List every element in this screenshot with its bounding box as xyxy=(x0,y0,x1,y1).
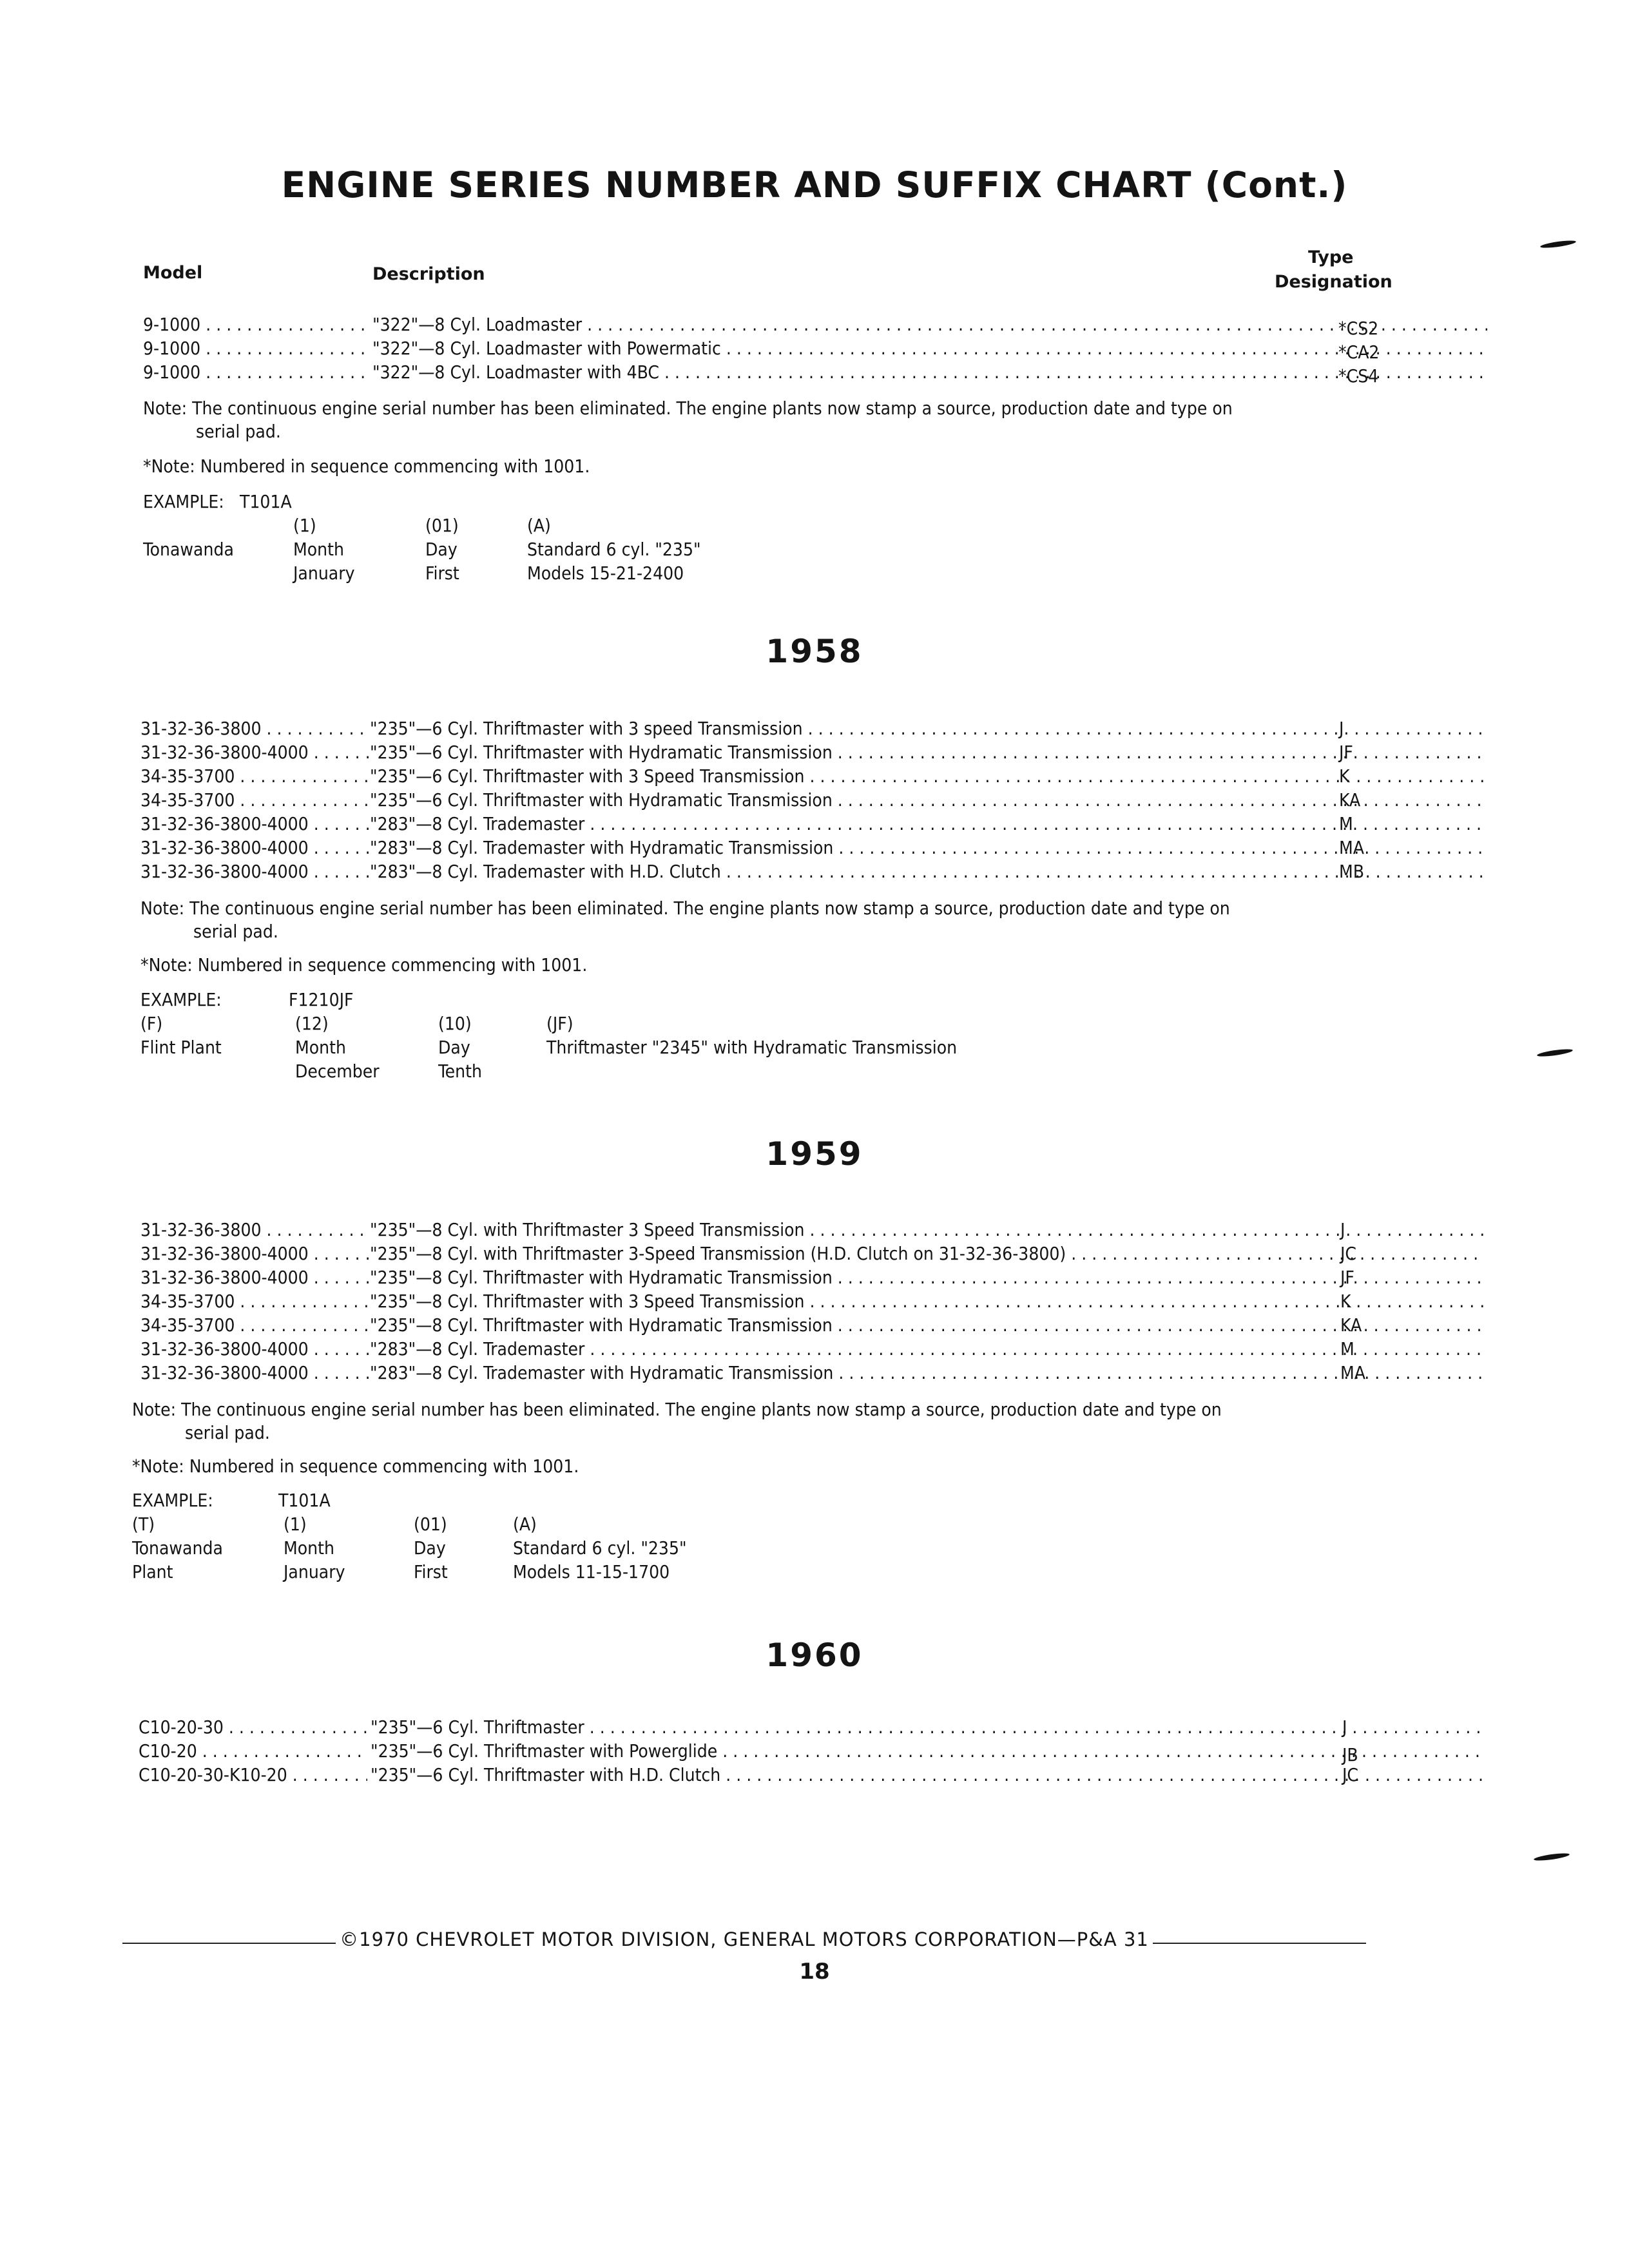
type-code-cell: *CS4 xyxy=(1338,365,1379,387)
description-cell: "283"—8 Cyl. Trademaster with Hydramatic Transmission . . . xyxy=(370,836,1485,860)
footer-rule-left xyxy=(122,1943,336,1944)
description-cell: "235"—8 Cyl. Thriftmaster with Hydramatic Transmission . . . xyxy=(370,1265,1485,1289)
example-cell: Models 15-21-2400 xyxy=(527,562,684,584)
column-header-type: Type xyxy=(1308,247,1354,267)
footer-rule-right xyxy=(1153,1943,1366,1944)
example-cell: First xyxy=(425,562,459,584)
column-header-model: Model xyxy=(143,263,203,283)
note-sequence: *Note: Numbered in sequence commencing with 1001. xyxy=(132,1456,579,1477)
model-cell: 31-32-36-3800-4000 . . . xyxy=(140,740,369,764)
example-cell: (JF) xyxy=(546,1013,574,1034)
type-code-cell: JF xyxy=(1339,742,1353,763)
model-cell: 31-32-36-3800-4000 . . . xyxy=(140,1242,369,1265)
type-code-cell: K xyxy=(1339,765,1350,787)
description-cell: "322"—8 Cyl. Loadmaster with 4BC . . . xyxy=(372,360,1487,384)
note-text-cont: serial pad. xyxy=(185,1422,270,1443)
example-code: F1210JF xyxy=(289,989,354,1010)
model-cell: 9-1000 . . . xyxy=(143,336,372,360)
table-row xyxy=(140,1361,1378,1385)
note-serial xyxy=(140,897,1384,943)
type-code-cell: M xyxy=(1340,1338,1354,1360)
binder-mark xyxy=(1537,1048,1574,1058)
model-cell: 9-1000 . . . xyxy=(143,312,372,336)
example-cell: January xyxy=(284,1561,345,1582)
model-cell: 31-32-36-3800 . . . xyxy=(140,716,369,740)
table-row xyxy=(140,1289,1378,1313)
example-cell: (12) xyxy=(295,1013,329,1034)
example-cell: Month xyxy=(295,1037,346,1058)
model-cell: 31-32-36-3800-4000 . . . xyxy=(140,1337,369,1361)
table-row xyxy=(143,336,1387,363)
type-code-cell: J xyxy=(1339,718,1344,739)
description-cell: "283"—8 Cyl. Trademaster . . . xyxy=(370,1337,1485,1361)
description-cell: "283"—8 Cyl. Trademaster with H.D. Clutch . . . xyxy=(370,860,1485,883)
example-cell: Month xyxy=(293,539,344,560)
example-cell: (01) xyxy=(414,1514,447,1535)
example-cell: (1) xyxy=(293,515,316,536)
table-row xyxy=(143,312,1387,339)
copyright-text: ©1970 CHEVROLET MOTOR DIVISION, GENERAL MOTORS CORPORATION—P&A 31 xyxy=(340,1928,1149,1950)
type-code-cell: KA xyxy=(1340,1314,1362,1336)
model-cell: 31-32-36-3800-4000 . . . xyxy=(140,1265,369,1289)
type-code-cell: J xyxy=(1342,1716,1347,1738)
table-row xyxy=(139,1739,1376,1763)
table-row xyxy=(140,1313,1378,1337)
binder-mark xyxy=(1540,239,1577,249)
type-code-cell: M xyxy=(1339,813,1353,834)
description-cell: "235"—6 Cyl. Thriftmaster . . . xyxy=(371,1715,1485,1739)
description-cell: "235"—6 Cyl. Thriftmaster with Hydramatic Transmission . . . xyxy=(370,788,1485,812)
table-row xyxy=(140,1337,1378,1361)
example-cell: Thriftmaster "2345" with Hydramatic Transmission xyxy=(546,1037,958,1058)
description-cell: "235"—6 Cyl. Thriftmaster with Hydramatic Transmission . . . xyxy=(370,740,1485,764)
table-row xyxy=(140,1242,1378,1265)
example-cell: January xyxy=(293,562,355,584)
type-code-cell: JB xyxy=(1342,1744,1358,1765)
table-row xyxy=(140,740,1378,764)
model-cell: C10-20 . . . xyxy=(139,1739,367,1763)
note-serial xyxy=(132,1398,1376,1445)
description-cell: "235"—8 Cyl. Thriftmaster with 3 Speed Transmission . . . xyxy=(370,1289,1485,1313)
example-code: T101A xyxy=(278,1490,331,1511)
model-cell: 34-35-3700 . . . xyxy=(140,764,369,788)
description-cell: "283"—8 Cyl. Trademaster . . . xyxy=(370,812,1485,836)
example-cell: Day xyxy=(425,539,458,560)
example-cell: Standard 6 cyl. "235" xyxy=(513,1537,687,1559)
example-code: T101A xyxy=(240,491,292,512)
example-cell: Month xyxy=(284,1537,334,1559)
model-cell: C10-20-30 . . . xyxy=(139,1715,367,1739)
table-row xyxy=(140,860,1378,883)
note-sequence: *Note: Numbered in sequence commencing with 1001. xyxy=(143,456,590,477)
description-cell: "235"—8 Cyl. with Thriftmaster 3 Speed Transmission . . . xyxy=(370,1218,1485,1242)
example-cell: (T) xyxy=(132,1514,155,1535)
note-text: Note: The continuous engine serial number has been eliminated. The engine plants now stamp a source, production date and type on xyxy=(143,398,1233,419)
example-cell: Day xyxy=(414,1537,446,1559)
description-cell: "322"—8 Cyl. Loadmaster . . . xyxy=(372,312,1487,336)
type-code-cell: MA xyxy=(1340,1362,1365,1383)
note-text-cont: serial pad. xyxy=(196,421,281,442)
note-text: Note: The continuous engine serial number has been eliminated. The engine plants now stamp a source, production date and type on xyxy=(140,898,1230,919)
note-text-cont: serial pad. xyxy=(193,921,278,942)
type-code-cell: J xyxy=(1340,1219,1345,1240)
table-row xyxy=(139,1715,1376,1739)
note-text: Note: The continuous engine serial number has been eliminated. The engine plants now stamp a source, production date and type on xyxy=(132,1399,1222,1420)
model-cell: 31-32-36-3800 . . . xyxy=(140,1218,369,1242)
description-cell: "235"—6 Cyl. Thriftmaster with 3 Speed Transmission . . . xyxy=(370,764,1485,788)
example-cell: (F) xyxy=(140,1013,163,1034)
example-label: EXAMPLE: xyxy=(143,491,224,512)
example-cell: Models 11-15-1700 xyxy=(513,1561,670,1582)
example-cell: Flint Plant xyxy=(140,1037,222,1058)
example-cell: Day xyxy=(438,1037,470,1058)
model-cell: 9-1000 . . . xyxy=(143,360,372,384)
type-code-cell: MB xyxy=(1339,861,1365,882)
binder-mark xyxy=(1534,1852,1570,1862)
example-cell: (1) xyxy=(284,1514,307,1535)
table-row xyxy=(139,1763,1376,1787)
description-cell: "235"—6 Cyl. Thriftmaster with 3 speed Transmission . . . xyxy=(370,716,1485,740)
type-code-cell: *CS2 xyxy=(1338,318,1379,339)
table-row xyxy=(143,360,1387,387)
table-row xyxy=(140,1218,1378,1242)
type-code-cell: JC xyxy=(1340,1243,1357,1264)
page-title: ENGINE SERIES NUMBER AND SUFFIX CHART (Cont.) xyxy=(281,164,1348,206)
example-label: EXAMPLE: xyxy=(140,989,222,1010)
type-code-cell: KA xyxy=(1339,789,1361,811)
note-sequence: *Note: Numbered in sequence commencing with 1001. xyxy=(140,954,588,975)
model-cell: 34-35-3700 . . . xyxy=(140,1313,369,1337)
description-cell: "235"—8 Cyl. Thriftmaster with Hydramatic Transmission . . . xyxy=(370,1313,1485,1337)
model-cell: C10-20-30-K10-20 . . . xyxy=(139,1763,367,1787)
type-code-cell: K xyxy=(1340,1291,1351,1312)
example-cell: (A) xyxy=(527,515,551,536)
description-cell: "322"—8 Cyl. Loadmaster with Powermatic . . . xyxy=(372,336,1487,360)
example-cell: Tonawanda xyxy=(143,539,234,560)
description-cell: "235"—8 Cyl. with Thriftmaster 3-Speed Transmission (H.D. Clutch on 31-32-36-3800) . . . xyxy=(370,1242,1485,1265)
type-code-cell: MA xyxy=(1339,837,1364,858)
note-serial xyxy=(143,397,1387,443)
description-cell: "235"—6 Cyl. Thriftmaster with Powerglide . . . xyxy=(371,1739,1485,1763)
description-cell: "283"—8 Cyl. Trademaster with Hydramatic Transmission . . . xyxy=(370,1361,1485,1385)
section-year-heading: 1959 xyxy=(766,1135,863,1173)
table-row xyxy=(140,716,1378,740)
example-cell: Tenth xyxy=(438,1061,482,1082)
table-row xyxy=(140,1265,1378,1289)
column-header-designation: Designation xyxy=(1275,272,1393,292)
section-year-heading: 1960 xyxy=(766,1637,863,1674)
type-code-cell: *CA2 xyxy=(1338,341,1380,363)
example-cell: Standard 6 cyl. "235" xyxy=(527,539,701,560)
example-cell: Tonawanda xyxy=(132,1537,223,1559)
model-cell: 31-32-36-3800-4000 . . . xyxy=(140,860,369,883)
example-cell: December xyxy=(295,1061,380,1082)
example-cell: Plant xyxy=(132,1561,173,1582)
model-cell: 31-32-36-3800-4000 . . . xyxy=(140,836,369,860)
description-cell: "235"—6 Cyl. Thriftmaster with H.D. Clutch . . . xyxy=(371,1763,1485,1787)
copyright-footer xyxy=(122,1927,1366,1952)
table-row xyxy=(140,812,1378,836)
model-cell: 34-35-3700 . . . xyxy=(140,1289,369,1313)
table-row xyxy=(140,764,1378,788)
type-code-cell: JF xyxy=(1340,1267,1354,1288)
example-label: EXAMPLE: xyxy=(132,1490,213,1511)
model-cell: 31-32-36-3800-4000 . . . xyxy=(140,812,369,836)
table-row xyxy=(140,836,1378,860)
model-cell: 31-32-36-3800-4000 . . . xyxy=(140,1361,369,1385)
section-year-heading: 1958 xyxy=(766,633,863,670)
column-header-description: Description xyxy=(372,264,485,284)
type-code-cell: JC xyxy=(1342,1764,1359,1785)
example-cell: (01) xyxy=(425,515,459,536)
example-cell: (10) xyxy=(438,1013,472,1034)
example-cell: (A) xyxy=(513,1514,537,1535)
model-cell: 34-35-3700 . . . xyxy=(140,788,369,812)
example-cell: First xyxy=(414,1561,448,1582)
table-row xyxy=(140,788,1378,812)
page-number: 18 xyxy=(799,1959,830,1984)
